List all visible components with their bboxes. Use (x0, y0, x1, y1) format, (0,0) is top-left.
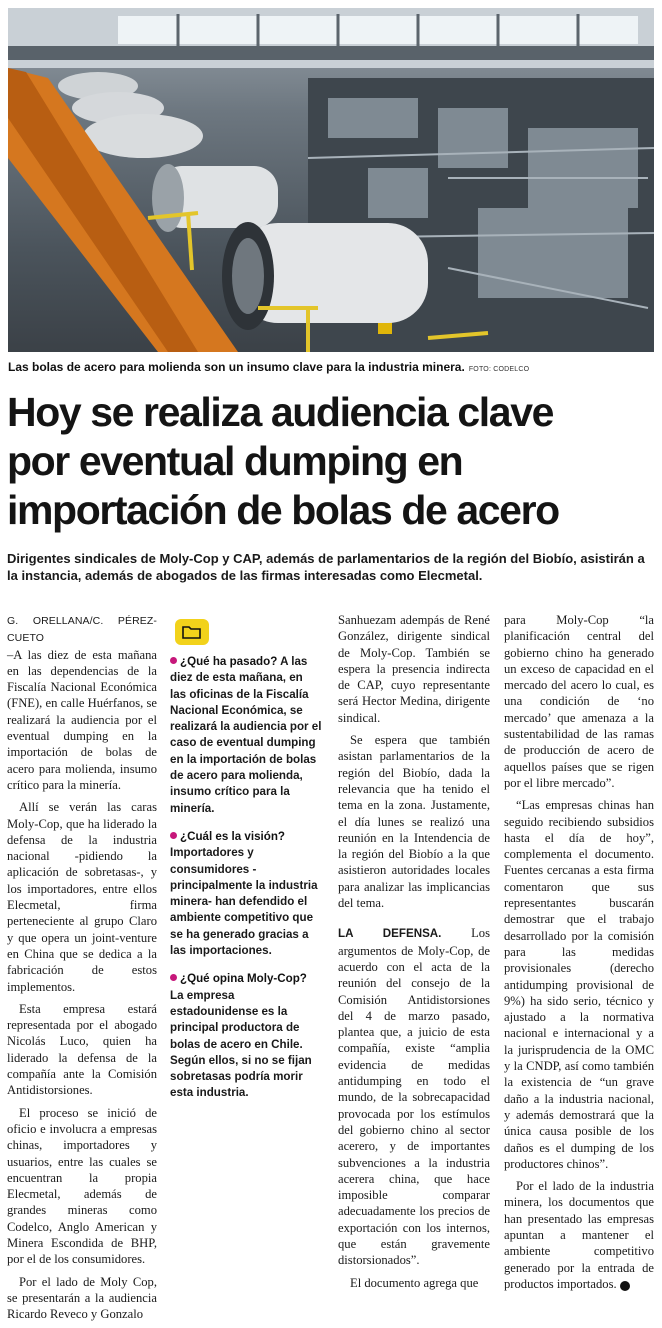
qa-item (170, 829, 322, 959)
paragraph-text: Por el lado de la industria minera, los documentos que han presentado las empresas apuntan a mantener el ambiente competitivo generado por la entrada de productos importados. (504, 1179, 654, 1291)
photo-caption (8, 360, 654, 374)
qa-item (170, 971, 322, 1101)
paragraph (338, 925, 490, 1268)
headline-line-1: Hoy se realiza audiencia clave (7, 389, 553, 435)
bullet-icon (170, 974, 177, 981)
paragraph: Sanhuezam adempás de René González, dirigente sindical de Moly-Cop. También se espera la presencia indirecta de CAP, cuyo representante será Hector Medina, dirigente sindical. (338, 613, 490, 725)
folder-icon (174, 618, 210, 646)
headline-line-3: importación de bolas de acero (7, 487, 559, 533)
column-4 (504, 612, 654, 1298)
paragraph (7, 612, 157, 793)
bullet-icon (170, 657, 177, 664)
paragraph: Se espera que también asistan parlamentarios de la región del Biobío, dada la relevancia que ha tenido el tema en la zona. Justamente, el día lunes se realizó una reunión en la Intendencia de la región del Biobío a la que asistieron autoridades locales para analizar las implicancias del tema. (338, 733, 490, 911)
column-2-qa (170, 612, 322, 1114)
paragraph-text: Los argumentos de Moly-Cop, de acuerdo con el acta de la reunión del consejo de la Comisión Antidistorsiones del 4 de marzo pasado, plantea que, a juicio de esta compañía, existe “amplia evidencia de medidas antidumping en todo el mundo, de la sobrecapacidad provocada por los estímulos del gobierno chino al sector acerero, y de importantes subvenciones a la industria acerera china, que hace imposible comparar adecuadamente los precios de exportación con los internos, que están gravemente distorsionados”. (338, 926, 490, 1268)
paragraph: Allí se verán las caras Moly-Cop, que ha liderado la defensa de la industria nacional -pidiendo la aplicación de sobretasas-, y los importadores, entre ellos Elecmetal, firma perteneciente al grupo Claro y que opera un joint-venture en China que se dedica a la fabricación de estos implementos. (7, 800, 157, 994)
paragraph: El proceso se inició de oficio e involucra a empresas chinas, importadores y usuarios, entre las cuales se encuentran la propia Elecmetal, además de grandes mineras como Codelco, Anglo American y Minera Escondida de BHP, por el de los consumidores. (7, 1105, 157, 1267)
paragraph-text: –A las diez de esta mañana en las dependencias de la Fiscalía Nacional Económica (FNE), en calle Huérfanos, se realizará la audiencia por el eventual dumping en la importación de bolas de acero para molienda, insumo crítico para la minería. (7, 647, 157, 792)
answer: Importadores y consumidores -principalmente la industria minera- han defendido el ambiente competitivo que se ha generado gracias a las importaciones. (170, 846, 318, 958)
column-1 (7, 612, 157, 1328)
question: ¿Qué opina Moly-Cop? (180, 972, 307, 986)
paragraph: “Las empresas chinas han seguido recibiendo subsidios hasta el día de hoy”, complementa el documento. Fuentes cercanas a esta firma comentaron que sus representantes buscarán demostrar que el trabajo desarrollado por la comisión para las medidas provisionales (derecho antidumping provisional de 9%) ha sido serio, técnico y ajustado a la normativa nacional e internacional y a la jurisprudencia de la OMC y la CNDP, así como también la existencia de “un grave daño a la industria nacional, y además demostrará que la única causa posible de los daños es el dumping de los productores chinos”. (504, 798, 654, 1171)
photo-credit: FOTO: CODELCO (468, 366, 530, 373)
question: ¿Cuál es la visión? (180, 829, 286, 843)
qa-item (170, 654, 322, 817)
lead-paragraph: Dirigentes sindicales de Moly-Cop y CAP, además de parlamentarios de la región del Biobío, asistirán a la instancia, además de abogados de las firmas interesadas como Elecmetal. (7, 551, 645, 583)
hero-photo (8, 8, 654, 352)
paragraph: Por el lado de Moly Cop, se presentarán a la audiencia Ricardo Reveco y Gonzalo (7, 1274, 157, 1322)
paragraph: para Moly-Cop “la planificación central del gobierno chino ha generado un exceso de capacidad en el mercado del acero lo cual, es una condición de ‘no mercado’ que amenaza a la sustentabilidad de las ramas de producción de acero de aquellos países que se rigen por el libre mercado”. (504, 613, 654, 790)
headline-line-2: por eventual dumping en (7, 438, 463, 484)
subheading: LA DEFENSA. (338, 927, 442, 941)
paragraph (504, 1178, 654, 1292)
question: ¿Qué ha pasado? (180, 655, 278, 668)
headline (7, 388, 655, 535)
column-3 (338, 612, 490, 1297)
byline: G. ORELLANA/C. PÉREZ-CUETO (7, 615, 157, 645)
bullet-icon (170, 832, 177, 839)
answer: La empresa estadounidense es la principal productora de bolas de acero en Chile. Según ellos, si no se fijan sobretasas podría morir esta industria. (170, 988, 312, 1100)
grinding-mills-illustration (8, 8, 654, 352)
paragraph: El documento agrega que (350, 1275, 479, 1290)
end-mark-icon: P (620, 1281, 630, 1291)
answer: A las diez de esta mañana, en las oficinas de la Fiscalía Nacional Económica, se realizará la audiencia por el caso de eventual dumping en la importación de bolas de acero para molienda, insumo crítico para la minería. (170, 655, 322, 815)
caption-text: Las bolas de acero para molienda son un insumo clave para la industria minera. (8, 360, 465, 374)
paragraph: Esta empresa estará representada por el abogado Nicolás Luco, quien ha liderado la defensa de la compañía ante la Comisión Antidistorsiones. (7, 1001, 157, 1098)
